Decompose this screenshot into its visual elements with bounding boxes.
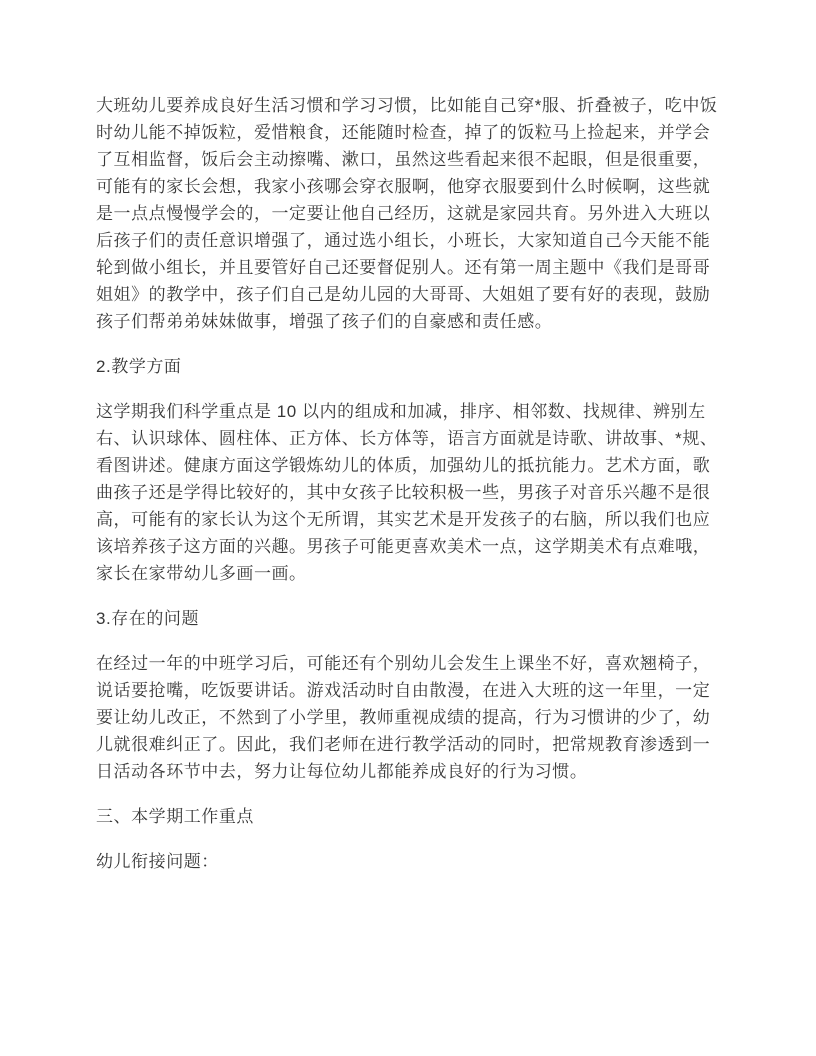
- section-heading-problems: 3.存在的问题: [96, 609, 200, 628]
- section-heading-teaching: 2.教学方面: [96, 357, 182, 376]
- paragraph-daily-habits: 大班幼儿要养成良好生活习惯和学习习惯，比如能自己穿*服、折叠被子，吃中饭时幼儿能不掉饭粒，爱惜粮食，还能随时检查，掉了的饭粒马上捡起来，并学会了互相监督，饭后会主动擦嘴、漱口，虽然这些看起来很不起眼，但是很重要，可能有的家长会想，我家小孩哪会穿衣服啊，他穿衣服要到什么时候啊，这些就是一点点慢慢学会的，一定要让他自己经历，这就是家园共育。另外进入大班以后孩子们的责任意识增强了，通过选小组长，小班长，大家知道自己今天能不能轮到做小组长，并且要管好自己还要督促别人。还有第一周主题中《我们是哥哥姐姐》的教学中，孩子们自己是幼儿园的大哥哥、大姐姐了要有好的表现，鼓励孩子们帮弟弟妹妹做事，增强了孩子们的自豪感和责任感。: [96, 96, 718, 331]
- section-heading-semester-focus: 三、本学期工作重点: [96, 807, 254, 826]
- paragraph-teaching: 这学期我们科学重点是 10 以内的组成和加减，排序、相邻数、找规律、辨别左右、认识球体、圆柱体、正方体、长方体等，语言方面就是诗歌、讲故事、*规、看图讲述。健康方面这学锻炼幼儿的体质，加强幼儿的抵抗能力。艺术方面，歌曲孩子还是学得比较好的，其中女孩子比较积极一些，男孩子对音乐兴趣不是很高，可能有的家长认为这个无所谓，其实艺术是开发孩子的右脑，所以我们也应该培养孩子这方面的兴趣。男孩子可能更喜欢美术一点，这学期美术有点难哦，家长在家带幼儿多画一画。: [96, 402, 718, 583]
- paragraph-problems: 在经过一年的中班学习后，可能还有个别幼儿会发生上课坐不好，喜欢翘椅子，说话要抢嘴，吃饭要讲话。游戏活动时自由散漫，在进入大班的这一年里，一定要让幼儿改正，不然到了小学里，教师重视成绩的提高，行为习惯讲的少了，幼儿就很难纠正了。因此，我们老师在进行教学活动的同时，把常规教育渗透到一日活动各环节中去，努力让每位幼儿都能养成良好的行为习惯。: [96, 654, 711, 781]
- paragraph-transition-issue: 幼儿衔接问题：: [96, 852, 219, 871]
